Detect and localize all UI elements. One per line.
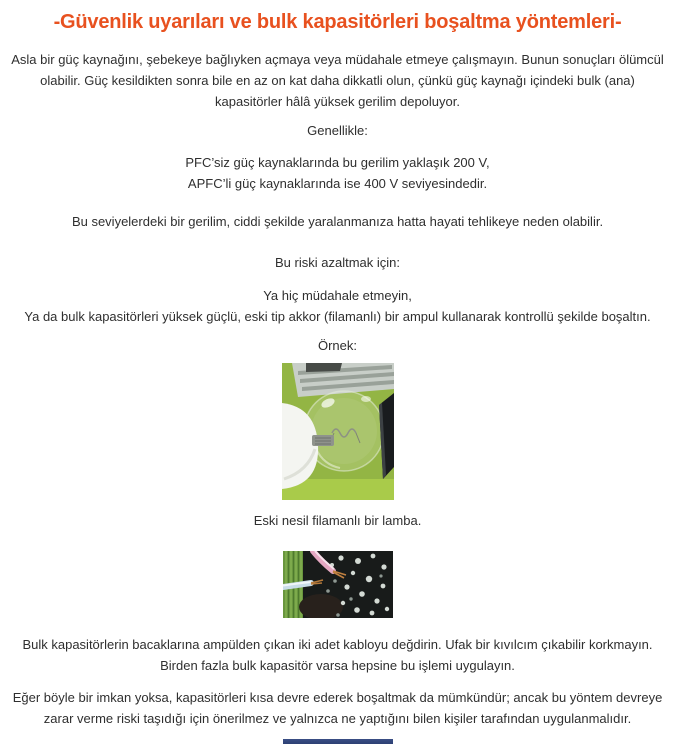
voltage-line-apfc: APFC’li güç kaynaklarında ise 400 V seviyesindedir. — [187, 176, 488, 191]
pcb-solder-side-image — [283, 551, 393, 618]
voltage-line-nopfc: PFC’siz güç kaynaklarında bu gerilim yaklaşık 200 V, — [185, 155, 490, 170]
option-bulb-discharge: Ya da bulk kapasitörleri yüksek güçlü, eski tip akkor (filamanlı) bir ampul kullanarak kontrollü şekilde boşaltın. — [24, 309, 651, 324]
option-no-intervention: Ya hiç müdahale etmeyin, — [263, 288, 412, 303]
voltage-levels-paragraph — [6, 152, 669, 194]
discharge-instruction-paragraph: Bulk kapasitörlerin bacaklarına ampülden çıkan iki adet kabloyu değdirin. Ufak bir kıvılcım çıkabilir korkmayın. Birden fazla bulk kapasitör varsa hepsine bu işlemi uygulayın. — [22, 637, 653, 673]
pcb-photo — [6, 551, 669, 618]
example-label: Örnek: — [317, 338, 357, 353]
intro-paragraph: Asla bir güç kaynağını, şebekeye bağlıyken açmaya veya müdahale etmeye çalışmayın. Bunun sonuçları ölümcül olabilir. Güç kesildikten sonra bile en az on kat daha dikkatli olun, çünkü güç kaynağı içindeki bulk (ana) kapasitörler hâlâ yüksek gerilim depoluyor. — [11, 52, 664, 109]
options-paragraph — [6, 285, 669, 327]
page-title: -Güvenlik uyarıları ve bulk kapasitörleri boşaltma yöntemleri- — [53, 11, 622, 33]
partial-photo-strip — [283, 739, 393, 744]
reduce-risk-label: Bu riski azaltmak için: — [275, 255, 400, 270]
risk-warning-paragraph: Bu seviyelerdeki bir gerilim, ciddi şekilde yaralanmanıza hatta hayati tehlikeye neden olabilir. — [71, 214, 604, 229]
short-circuit-note-paragraph: Eğer böyle bir imkan yoksa, kapasitörleri kısa devre ederek boşaltmak da mümkündür; ancak bu yöntem devreye zarar verme riski taşıdığı için önerilmez ve yalnızca ne yaptığını bilen kişiler tarafından uygulanmalıdır. — [12, 690, 663, 726]
lamp-caption: Eski nesil filamanlı bir lamba. — [253, 513, 422, 528]
incandescent-bulb-image — [282, 363, 394, 500]
lamp-photo — [6, 363, 669, 500]
generally-label: Genellikle: — [307, 123, 368, 138]
